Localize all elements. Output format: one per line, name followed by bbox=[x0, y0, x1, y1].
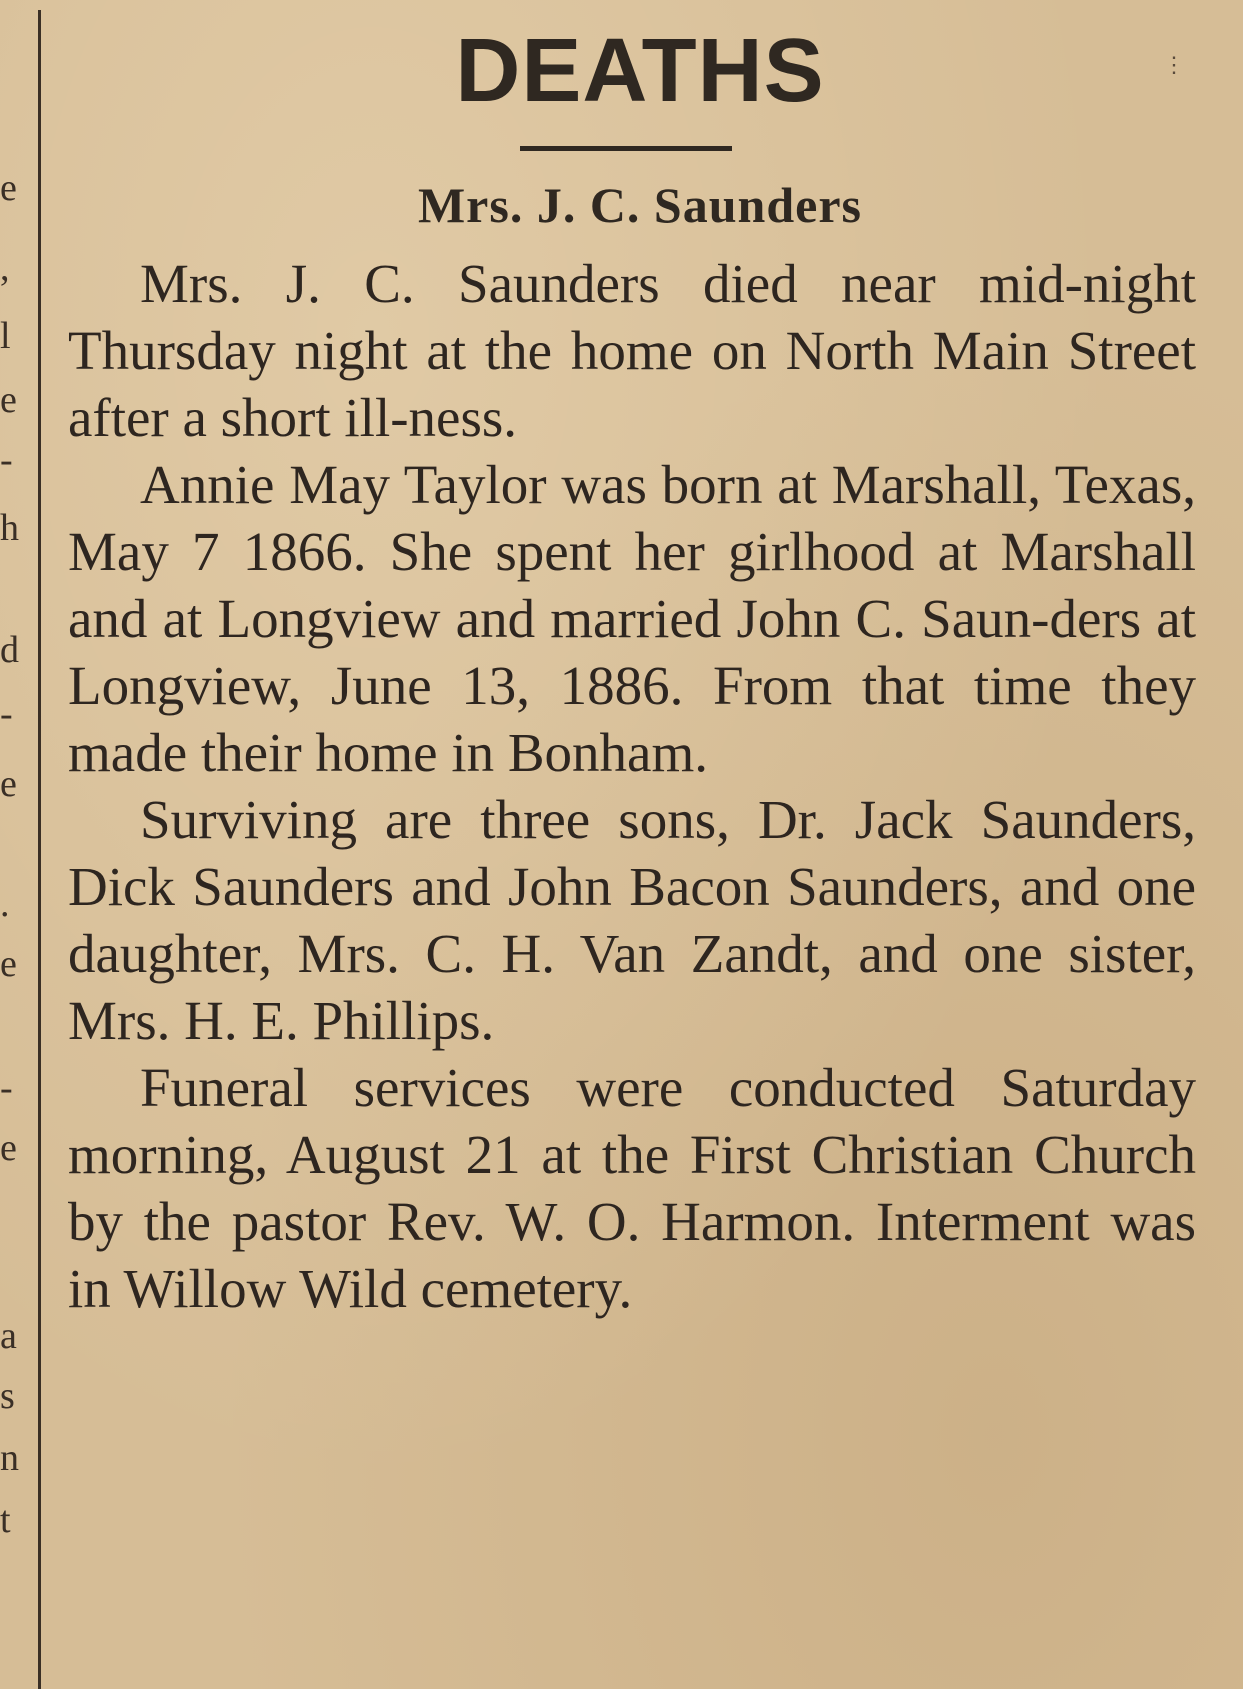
paragraph-funeral: Funeral services were conducted Saturday morning, August 21 at the First Christian Church by the pastor Rev. W. O. Harmon. Interment was in Willow Wild cemetery. bbox=[68, 1057, 1196, 1319]
fragment-char: e bbox=[0, 943, 17, 985]
adjacent-column-fragments bbox=[0, 0, 36, 1689]
obituary-body bbox=[68, 250, 1196, 1322]
fragment-char: e bbox=[0, 1127, 17, 1169]
fragment-char: , bbox=[0, 247, 10, 289]
fragment-char: t bbox=[0, 1499, 11, 1541]
fragment-char: e bbox=[0, 379, 17, 421]
paragraph-biography: Annie May Taylor was born at Marshall, Texas, May 7 1866. She spent her girlhood at Marshall and at Longview and married John C. Saun-ders at Longview, June 13, 1886. From that time they made their home in Bonham. bbox=[68, 454, 1196, 783]
fragment-char: e bbox=[0, 167, 17, 209]
fragment-char: . bbox=[0, 883, 10, 925]
fragment-char: d bbox=[0, 629, 19, 671]
fragment-char: a bbox=[0, 1315, 17, 1357]
print-smudge: ⋮ bbox=[1163, 52, 1185, 77]
fragment-char: - bbox=[0, 693, 13, 735]
fragment-char: l bbox=[0, 315, 11, 357]
fragment-char: - bbox=[0, 1067, 13, 1109]
paragraph-survivors: Surviving are three sons, Dr. Jack Saunders, Dick Saunders and John Bacon Saunders, and one daughter, Mrs. C. H. Van Zandt, and one sister, Mrs. H. E. Phillips. bbox=[68, 789, 1196, 1051]
column-rule bbox=[38, 10, 41, 1689]
heading-divider bbox=[520, 146, 732, 151]
section-heading: DEATHS bbox=[455, 21, 825, 121]
paragraph-death-notice: Mrs. J. C. Saunders died near mid-night Thursday night at the home on North Main Street after a short ill-ness. bbox=[68, 253, 1196, 448]
fragment-char: h bbox=[0, 507, 19, 549]
fragment-char: s bbox=[0, 1375, 15, 1417]
fragment-char: n bbox=[0, 1437, 19, 1479]
fragment-char: - bbox=[0, 439, 13, 481]
fragment-char: e bbox=[0, 763, 17, 805]
obituary-title: Mrs. J. C. Saunders bbox=[417, 177, 863, 233]
